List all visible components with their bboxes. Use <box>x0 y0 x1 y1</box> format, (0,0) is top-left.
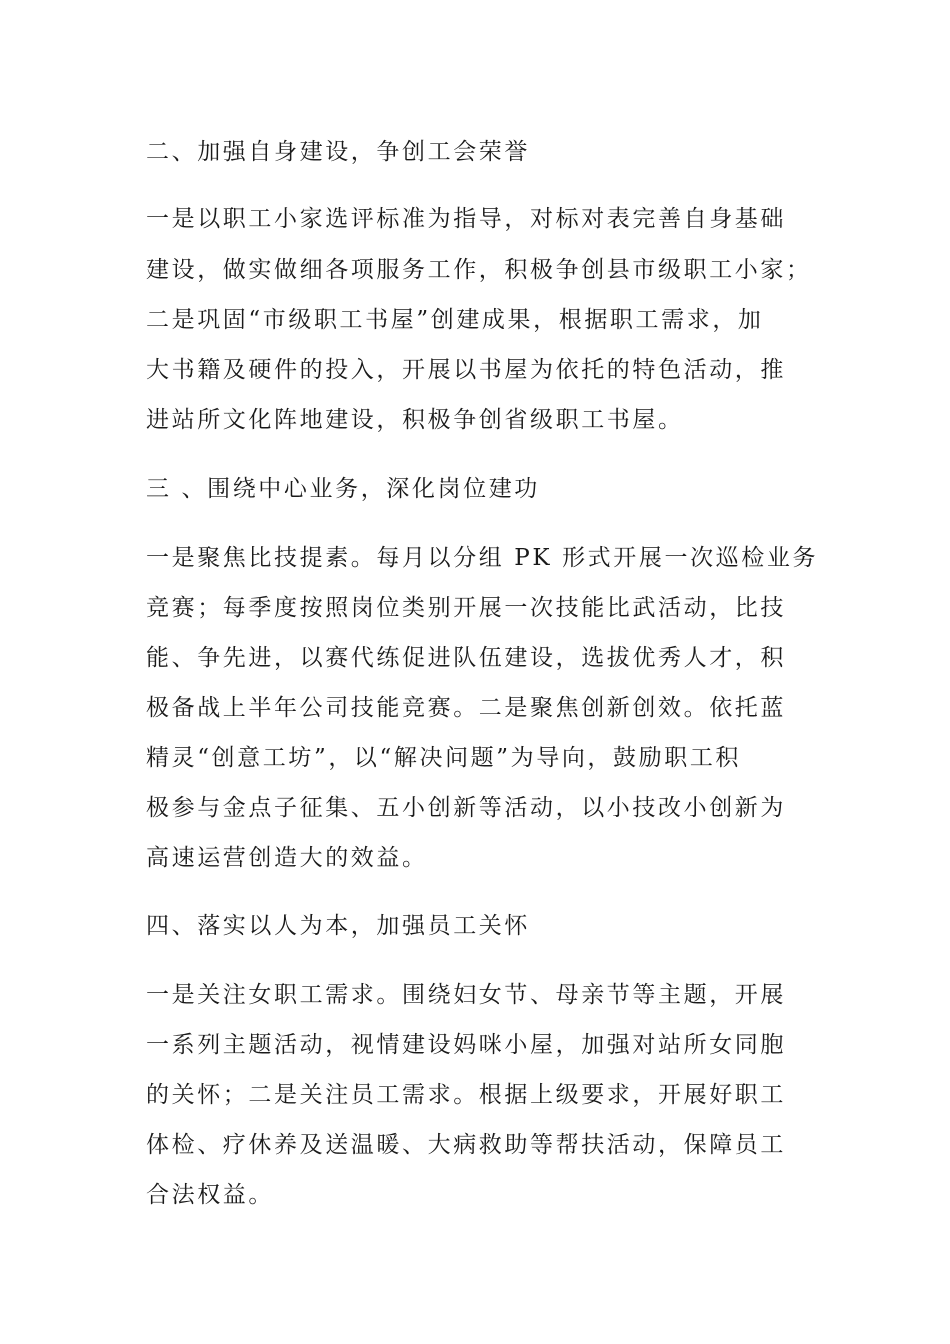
paragraph-line: 一系列主题活动，视情建设妈咪小屋，加强对站所女同胞 <box>146 1032 786 1058</box>
paragraph-line: 能、争先进，以赛代练促进队伍建设，选拔优秀人才，积 <box>146 645 786 671</box>
paragraph-line: 高速运营创造大的效益。 <box>146 845 428 871</box>
section-heading-2: 二、加强自身建设，争创工会荣誉 <box>146 139 530 165</box>
paragraph-line: 一是关注女职工需求。围绕妇女节、母亲节等主题，开展 <box>146 982 786 1008</box>
paragraph-line: 一是聚焦比技提素。每月以分组 PK 形式开展一次巡检业务 <box>146 545 819 571</box>
paragraph-line: 一是以职工小家选评标准为指导，对标对表完善自身基础 <box>146 206 786 232</box>
paragraph-line: 精灵“创意工坊”，以“解决问题”为导向，鼓励职工积 <box>146 745 742 771</box>
section-heading-3: 三 、围绕中心业务，深化岗位建功 <box>146 476 540 502</box>
paragraph-line: 建设，做实做细各项服务工作，积极争创县市级职工小家； <box>146 257 812 283</box>
section-heading-4: 四、落实以人为本，加强员工关怀 <box>146 913 530 939</box>
paragraph-line: 的关怀；二是关注员工需求。根据上级要求，开展好职工 <box>146 1082 786 1108</box>
paragraph-line: 极备战上半年公司技能竞赛。二是聚焦创新创效。依托蓝 <box>146 695 786 721</box>
paragraph-line: 竞赛；每季度按照岗位类别开展一次技能比武活动，比技 <box>146 595 786 621</box>
paragraph-line: 体检、疗休养及送温暖、大病救助等帮扶活动，保障员工 <box>146 1132 786 1158</box>
paragraph-line: 大书籍及硬件的投入，开展以书屋为依托的特色活动，推 <box>146 357 786 383</box>
paragraph-line: 进站所文化阵地建设，积极争创省级职工书屋。 <box>146 407 684 433</box>
paragraph-line: 极参与金点子征集、五小创新等活动，以小技改小创新为 <box>146 795 786 821</box>
paragraph-line: 合法权益。 <box>146 1182 274 1208</box>
paragraph-line: 二是巩固“市级职工书屋”创建成果，根据职工需求，加 <box>146 307 764 333</box>
